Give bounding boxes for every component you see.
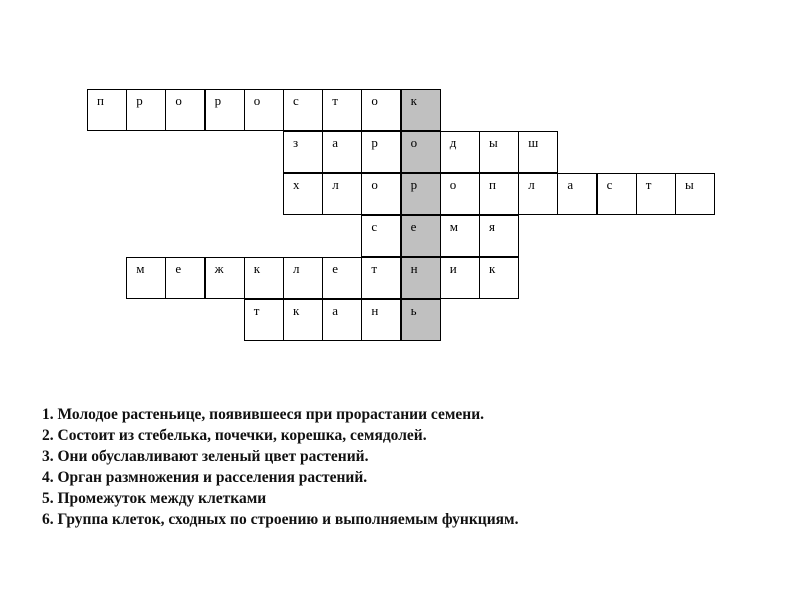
crossword-key-cell: ь [401, 299, 441, 341]
crossword-cell: п [479, 173, 519, 215]
crossword-cell: л [322, 173, 362, 215]
crossword-cell: р [361, 131, 401, 173]
crossword-cell: ж [205, 257, 245, 299]
crossword-cell: о [165, 89, 205, 131]
crossword-cell: х [283, 173, 323, 215]
crossword-cell: л [518, 173, 558, 215]
crossword-cell: а [322, 131, 362, 173]
crossword-cell: о [244, 89, 284, 131]
crossword-cell: а [557, 173, 597, 215]
crossword-cell: м [126, 257, 166, 299]
crossword-cell: з [283, 131, 323, 173]
crossword-cell: к [244, 257, 284, 299]
crossword-cell: к [479, 257, 519, 299]
crossword-cell: м [440, 215, 480, 257]
crossword-cell: е [165, 257, 205, 299]
crossword-cell: а [322, 299, 362, 341]
clue-6: 6. Группа клеток, сходных по строению и выполняемым функциям. [42, 511, 519, 528]
clue-list [42, 404, 782, 530]
crossword-cell: о [440, 173, 480, 215]
crossword-cell: с [283, 89, 323, 131]
crossword-cell: т [636, 173, 676, 215]
clue-4: 4. Орган размножения и расселения растений. [42, 469, 368, 486]
crossword-cell: т [322, 89, 362, 131]
crossword-key-cell: е [401, 215, 441, 257]
crossword-key-cell: к [401, 89, 441, 131]
crossword-key-cell: р [401, 173, 441, 215]
crossword-cell: т [361, 257, 401, 299]
crossword-cell: с [361, 215, 401, 257]
crossword-cell: к [283, 299, 323, 341]
crossword-cell: ы [675, 173, 715, 215]
crossword-cell: р [126, 89, 166, 131]
crossword-cell: н [361, 299, 401, 341]
crossword-cell: д [440, 131, 480, 173]
crossword-key-cell: о [401, 131, 441, 173]
clue-1: 1. Молодое растеньице, появившееся при прорастании семени. [42, 406, 485, 423]
crossword-cell: т [244, 299, 284, 341]
crossword-cell: е [322, 257, 362, 299]
crossword-cell: л [283, 257, 323, 299]
crossword-cell: и [440, 257, 480, 299]
crossword-cell: я [479, 215, 519, 257]
crossword-cell: р [205, 89, 245, 131]
crossword-cell: ы [479, 131, 519, 173]
crossword-cell: п [87, 89, 127, 131]
crossword-key-cell: н [401, 257, 441, 299]
crossword-cell: о [361, 89, 401, 131]
clue-3: 3. Они обуславливают зеленый цвет растений. [42, 448, 369, 465]
clue-5: 5. Промежуток между клетками [42, 490, 267, 507]
crossword-cell: о [361, 173, 401, 215]
crossword-cell: с [597, 173, 637, 215]
crossword-cell: ш [518, 131, 558, 173]
clue-2: 2. Состоит из стебелька, почечки, корешка, семядолей. [42, 427, 427, 444]
